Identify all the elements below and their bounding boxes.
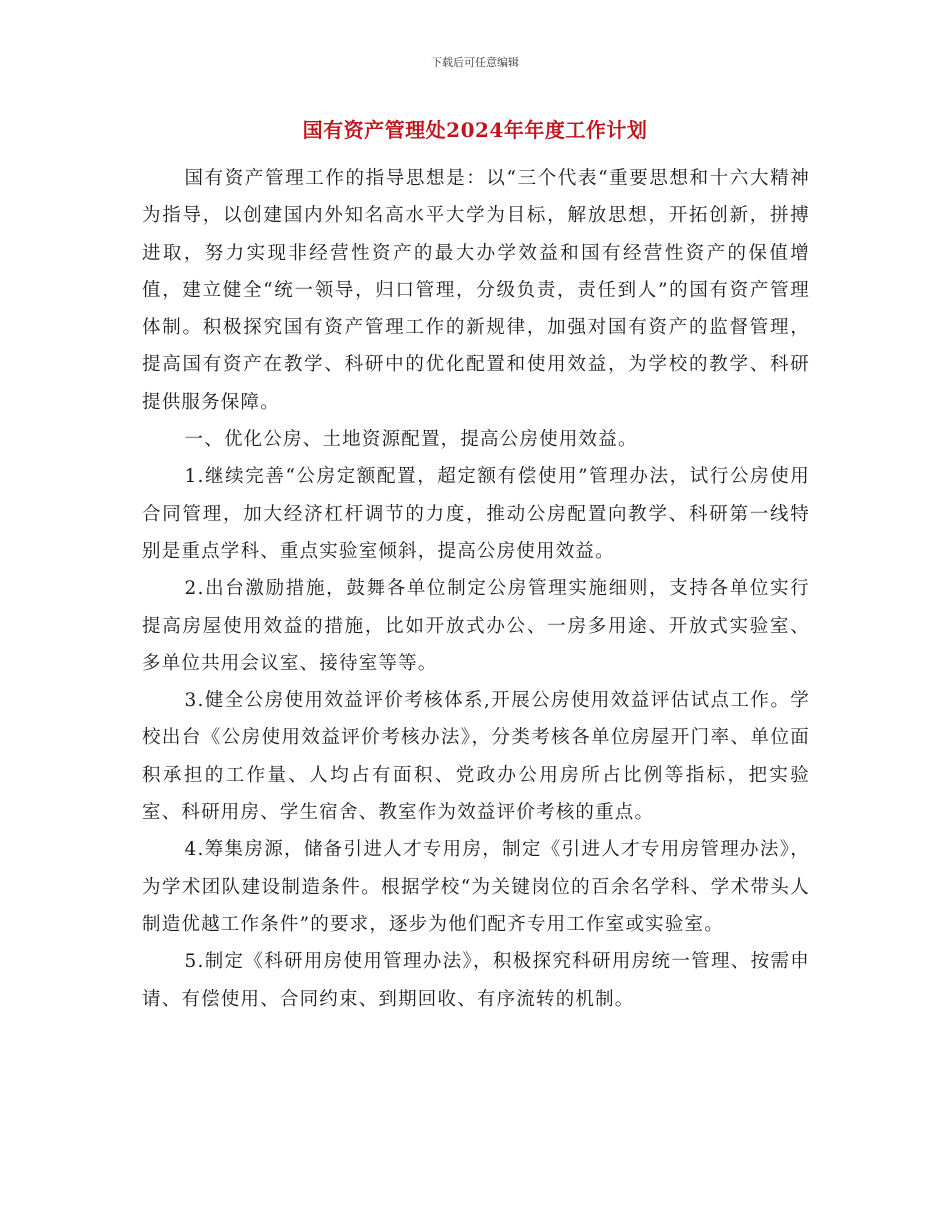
paragraph-item-1: 1.继续完善“公房定额配置，超定额有偿使用”管理办法，试行公房使用合同管理，加大经济杠杆调节的力度，推动公房配置向教学、科研第一线特别是重点学科、重点实验室倾斜，提高公房使用效益。 [142,466,810,562]
paragraph-item-4: 4.筹集房源，储备引进人才专用房，制定《引进人才专用房管理办法》，为学术团队建设制造条件。根据学校“为关键岗位的百余名学科、学术带头人制造优越工作条件”的要求，逐步为他们配齐专用工作室或实验室。 [142,839,810,935]
paragraph-intro: 国有资产管理工作的指导思想是：以“三个代表“重要思想和十六大精神为指导，以创建国内外知名高水平大学为目标，解放思想，开拓创新，拼搏进取，努力实现非经营性资产的最大办学效益和国有经营性资产的保值增值，建立健全“统一领导，归口管理，分级负责，责任到人”的国有资产管理体制。积极探究国有资产管理工作的新规律，加强对国有资产的监督管理，提高国有资产在教学、科研中的优化配置和使用效益，为学校的教学、科研提供服务保障。 [142,168,810,413]
document-body [142,160,810,1018]
paragraph-section-heading: 一、优化公房、土地资源配置，提高公房使用效益。 [184,429,638,451]
document-title: 国有资产管理处2024年年度工作计划 [302,118,648,142]
paragraph-item-2: 2.出台激励措施，鼓舞各单位制定公房管理实施细则，支持各单位实行提高房屋使用效益的措施，比如开放式办公、一房多用途、开放式实验室、多单位共用会议室、接待室等等。 [142,578,810,674]
paragraph-item-5: 5.制定《科研用房使用管理办法》，积极探究科研用房统一管理、按需申请、有偿使用、合同约束、到期回收、有序流转的机制。 [142,951,810,1010]
header-note: 下载后可任意编辑 [431,56,519,69]
paragraph-item-3: 3.健全公房使用效益评价考核体系,开展公房使用效益评估试点工作。学校出台《公房使用效益评价考核办法》，分类考核各单位房屋开门率、单位面积承担的工作量、人均占有面积、党政办公用房所占比例等指标，把实验室、科研用房、学生宿舍、教室作为效益评价考核的重点。 [142,690,810,824]
